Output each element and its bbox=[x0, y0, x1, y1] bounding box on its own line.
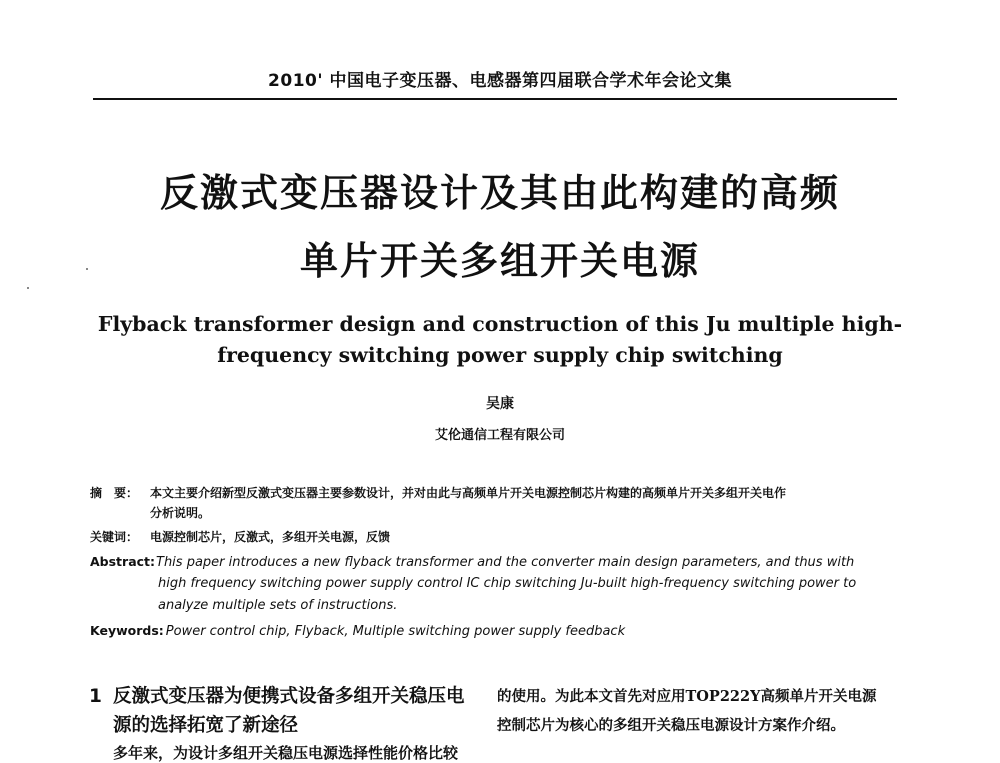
section-heading-line-1: 反激式变压器为便携式设备多组开关稳压电 bbox=[113, 686, 465, 707]
running-header: 2010' 中国电子变压器、电感器第四届联合学术年会论文集 bbox=[268, 71, 732, 91]
abstract-en bbox=[90, 551, 910, 574]
keywords-en bbox=[90, 620, 910, 643]
abstract-zh-continued bbox=[150, 502, 910, 524]
right-column-line-1: 的使用。为此本文首先对应用TOP222Y高频单片开关电源 bbox=[497, 688, 877, 705]
abstract-en-line-1: This paper introduces a new flyback transformer and the converter main design parameters, and thus with bbox=[156, 555, 855, 570]
scan-speck bbox=[86, 268, 88, 270]
affiliation: 艾伦通信工程有限公司 bbox=[434, 428, 565, 443]
abstract-zh-label: 摘 要： bbox=[90, 486, 139, 500]
scan-speck bbox=[27, 287, 29, 289]
section-heading-line-2: 源的选择拓宽了新途径 bbox=[113, 715, 299, 736]
title-en-line-1: Flyback transformer design and construction of this Ju multiple high- bbox=[97, 312, 903, 336]
title-zh-line-2: 单片开关多组开关电源 bbox=[299, 239, 700, 283]
header-rule bbox=[93, 98, 897, 100]
abstract-en-line-2: high frequency switching power supply control IC chip switching Ju-built high-frequency switching power to bbox=[158, 576, 857, 591]
title-en-line-2: frequency switching power supply chip switching bbox=[217, 343, 783, 367]
keywords-en-text: Power control chip, Flyback, Multiple switching power supply feedback bbox=[165, 624, 626, 639]
body-text-cut-off: 多年来，为设计多组开关稳压电源选择性能价格比较 bbox=[113, 744, 459, 762]
right-column-line-2: 控制芯片为核心的多组开关稳压电源设计方案作介绍。 bbox=[497, 717, 845, 734]
section-number: 1 bbox=[89, 686, 102, 707]
abstract-zh-line-1: 本文主要介绍新型反激式变压器主要参数设计，并对由此与高频单片开关电源控制芯片构建的高频单片开关多组开关电作 bbox=[150, 486, 787, 500]
abstract-en-label: Abstract: bbox=[90, 554, 156, 569]
abstract-zh bbox=[90, 482, 910, 504]
keywords-zh-label: 关键词： bbox=[90, 530, 139, 544]
keywords-zh-text: 电源控制芯片，反激式，多组开关电源，反馈 bbox=[150, 530, 391, 544]
section-1-heading bbox=[89, 682, 465, 712]
title-zh-line-1: 反激式变压器设计及其由此构建的高频 bbox=[159, 171, 840, 215]
abstract-zh-line-2: 分析说明。 bbox=[150, 506, 211, 520]
author: 吴康 bbox=[486, 396, 514, 412]
keywords-en-label: Keywords: bbox=[90, 623, 164, 638]
keywords-zh bbox=[90, 526, 910, 548]
abstract-en-line-3: analyze multiple sets of instructions. bbox=[158, 598, 398, 613]
